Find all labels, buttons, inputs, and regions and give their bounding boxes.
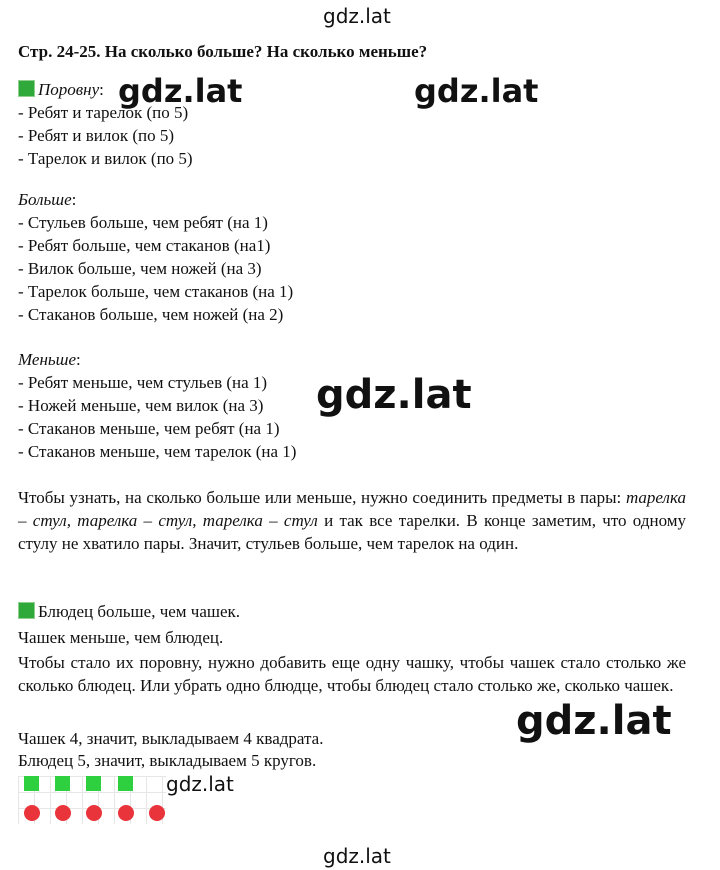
- red-circle: [86, 805, 102, 821]
- task2-line1-text: Блюдец больше, чем чашек.: [38, 602, 241, 621]
- green-square: [55, 776, 70, 791]
- green-square: [118, 776, 133, 791]
- task2-line2: Чашек меньше, чем блюдец.: [18, 628, 224, 647]
- less-heading-line: Меньше:: [18, 350, 81, 369]
- green-square: [24, 776, 39, 791]
- watermark: gdz.lat: [118, 72, 243, 110]
- task2-line4: Блюдец 5, значит, выкладываем 5 кругов.: [18, 751, 317, 770]
- list-item: - Тарелок больше, чем стаканов (на 1): [18, 282, 294, 301]
- red-circle: [55, 805, 71, 821]
- list-item: - Ребят меньше, чем стульев (на 1): [18, 373, 268, 392]
- red-circle: [149, 805, 165, 821]
- watermark: gdz.lat: [414, 72, 539, 110]
- explanation-end: и так все тарелки. В конце заметим, что одному стулу не хватило пары. Значит, стульев больше, чем тарелок на один.: [18, 511, 686, 553]
- watermark: gdz.lat: [166, 772, 234, 796]
- list-item: - Тарелок и вилок (по 5): [18, 149, 193, 168]
- list-item: - Ребят больше, чем стаканов (на1): [18, 236, 271, 255]
- equal-heading: Поровну: [38, 80, 100, 99]
- list-item: - Вилок больше, чем ножей (на 3): [18, 259, 262, 278]
- red-circle: [24, 805, 40, 821]
- list-item: - Ребят и вилок (по 5): [18, 126, 175, 145]
- more-heading: Больше: [18, 190, 72, 209]
- red-circle: [118, 805, 134, 821]
- equal-heading-line: Поровну:: [18, 80, 104, 100]
- list-item: - Стаканов меньше, чем тарелок (на 1): [18, 442, 297, 461]
- list-item: - Стульев больше, чем ребят (на 1): [18, 213, 268, 232]
- task2-paragraph: Чтобы стало их поровну, нужно добавить еще одну чашку, чтобы чашек стало столько же сколько блюдец. Или убрать одно блюдце, чтобы блюдец стало столько же, сколько чашек.: [18, 653, 686, 695]
- explanation-pairs: тарелка – стул, тарелка – стул, тарелка – стул: [18, 488, 686, 530]
- list-item: - Стаканов больше, чем ножей (на 2): [18, 305, 284, 324]
- explanation-paragraph: [18, 486, 686, 555]
- list-item: - Ножей меньше, чем вилок (на 3): [18, 396, 264, 415]
- green-square-icon: [18, 80, 35, 97]
- watermark: gdz.lat: [316, 372, 472, 418]
- list-item: - Ребят и тарелок (по 5): [18, 103, 189, 122]
- green-square: [86, 776, 101, 791]
- green-square-icon: [18, 602, 35, 619]
- task2-line1: [18, 602, 240, 622]
- explanation-start: Чтобы узнать, на сколько больше или меньше, нужно соединить предметы в пары:: [18, 488, 626, 507]
- watermark: gdz.lat: [516, 698, 672, 744]
- less-heading: Меньше: [18, 350, 77, 369]
- more-heading-line: Больше:: [18, 190, 77, 209]
- grid-background: [18, 776, 166, 824]
- watermark-top: gdz.lat: [323, 4, 391, 28]
- page-title: Стр. 24-25. На сколько больше? На сколько меньше?: [18, 42, 428, 61]
- watermark-bottom: gdz.lat: [323, 844, 391, 868]
- list-item: - Стаканов меньше, чем ребят (на 1): [18, 419, 280, 438]
- task2-line3: Чашек 4, значит, выкладываем 4 квадрата.: [18, 729, 324, 748]
